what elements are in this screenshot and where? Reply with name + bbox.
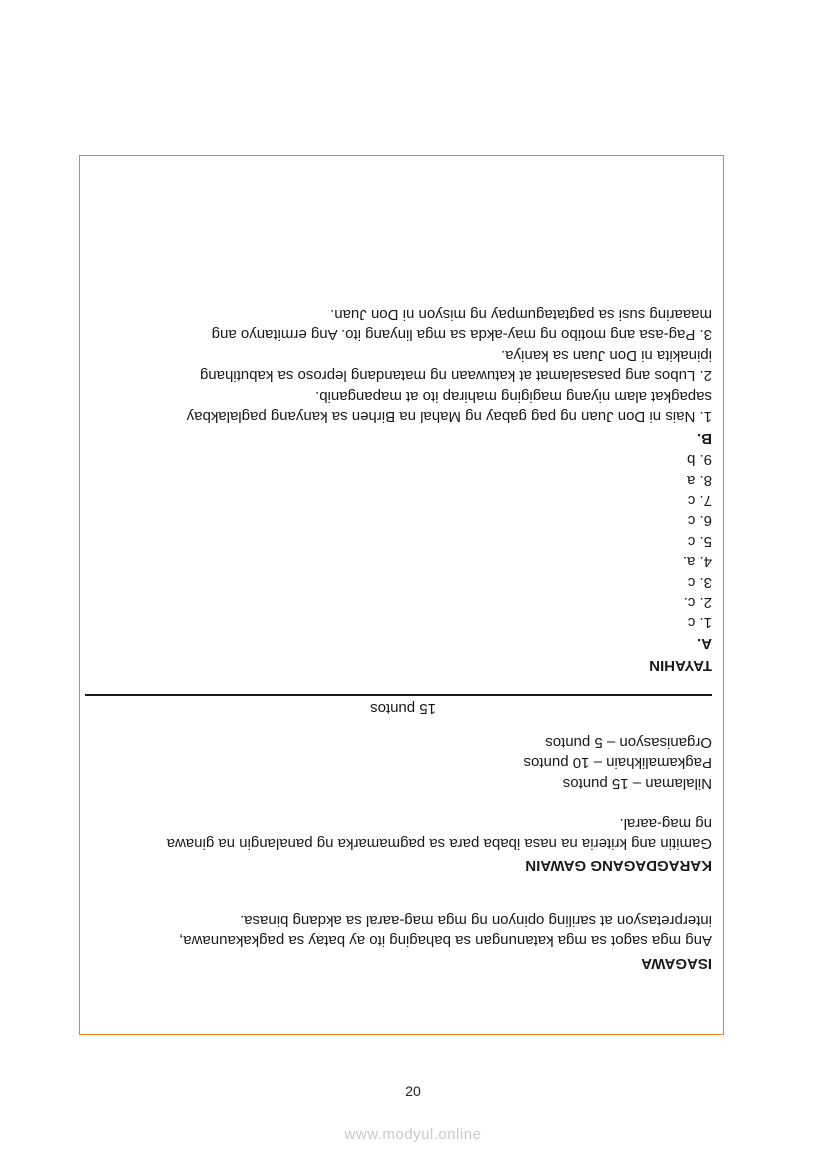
karagdagang-line-2: ng mag-aaral. — [619, 815, 712, 832]
answer-line: 3. Pag-asa ang motibo ng may-akda sa mga linyang ito. Ang ermitanyo ang — [211, 326, 712, 343]
answer-item: 5. c — [687, 533, 712, 550]
answer-item: 1. c — [687, 614, 712, 631]
karagdagang-line-1: Gamitin ang kriteria na nasa ibaba para sa pagmamarka ng panalangin na ginawa — [166, 835, 712, 852]
part-b-label: B. — [697, 430, 712, 447]
isagawa-line-1: Ang mga sagot sa mga katanungan sa bahaging ito ay batay sa pagkakaunawa, — [179, 932, 712, 949]
tayahin-heading: TAYAHIN — [649, 657, 712, 674]
answer-line: maaaring susi sa pagtatagumpay ng misyon ni Don Juan. — [330, 306, 712, 323]
answer-item: 8. a — [686, 472, 712, 489]
karagdagang-gawain-heading: KARAGDAGANG GAWAIN — [525, 857, 712, 874]
criteria-total: 15 puntos — [370, 700, 436, 717]
answer-item: 7. c — [687, 492, 712, 509]
answer-item: 6. c — [687, 512, 712, 529]
criteria-item: Nilalaman – 15 puntos — [562, 775, 712, 792]
answer-item: 4. a. — [682, 553, 712, 570]
answer-item: 9. b — [686, 451, 712, 468]
isagawa-heading: ISAGAWA — [641, 955, 712, 972]
answer-line: ipinakita ni Don Juan sa kaniya. — [501, 347, 712, 364]
answer-item: 2. c. — [683, 594, 712, 611]
answer-key-page — [80, 156, 723, 1034]
criteria-item: Pagkamalikhain – 10 puntos — [523, 754, 712, 771]
answer-line: 1. Nais ni Don Juan ng pag gabay ng Mahal na Birhen sa kanyang paglalakbay — [186, 408, 712, 425]
upside-down-content — [80, 156, 723, 1034]
answer-line: sapagkat alam niyang magiging mahirap ito at mapanganib. — [315, 388, 712, 405]
criteria-divider — [85, 694, 712, 696]
criteria-item: Organisasyon – 5 puntos — [545, 734, 712, 751]
answer-item: 3. c — [687, 574, 712, 591]
part-a-label: A. — [697, 635, 712, 652]
page-number: 20 — [405, 1083, 421, 1099]
answer-line: 2. Lubos ang pasasalamat at katuwaan ng matandang leproso sa kabutihang — [199, 367, 712, 384]
isagawa-line-2: interpretasyon at sariling opinyon ng mga mag-aaral sa akdang binasa. — [240, 912, 712, 929]
watermark: www.modyul.online — [344, 1126, 482, 1143]
